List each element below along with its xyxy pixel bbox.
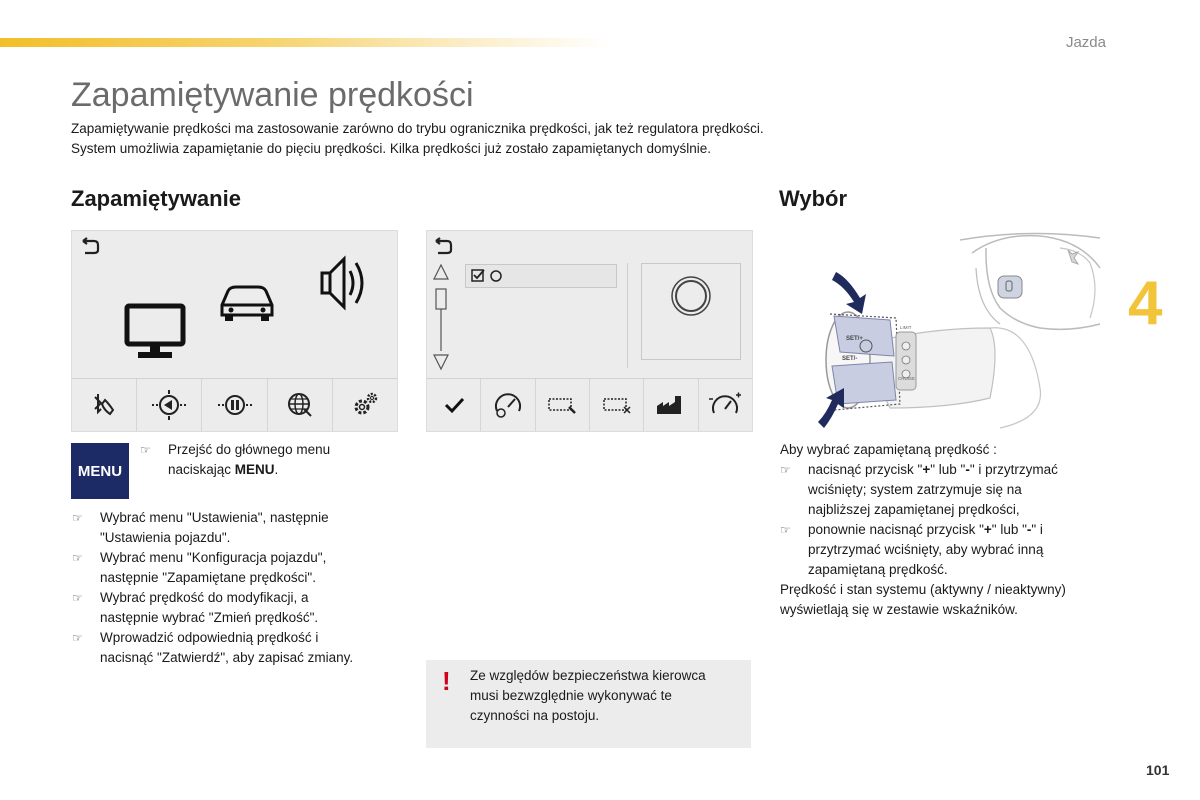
connected-services-icon[interactable] xyxy=(268,379,333,431)
steering-stalk-illustration xyxy=(800,228,1108,433)
cruise-label: CRUISE xyxy=(898,376,916,381)
intro-text xyxy=(71,119,891,159)
speaker-icon xyxy=(318,251,374,315)
selection-footer-2: wyświetlają się w zestawie wskaźników. xyxy=(780,602,1018,617)
settings-icon[interactable] xyxy=(333,379,397,431)
delete-speed-icon[interactable] xyxy=(590,379,644,431)
menu-instruction xyxy=(140,440,380,480)
speed-value-box xyxy=(641,263,741,360)
selection-footer-1: Prędkość i stan systemu (aktywny / nieaktywny) xyxy=(780,582,1066,597)
selection-intro: Aby wybrać zapamiętaną prędkość : xyxy=(780,442,997,457)
factory-reset-icon[interactable] xyxy=(644,379,698,431)
intro-line-2: System umożliwia zapamiętanie do pięciu prędkości. Kilka prędkości już zostało zapamiętanych domyślnie. xyxy=(71,141,712,156)
monitor-icon xyxy=(124,303,186,361)
speedometer-icon[interactable] xyxy=(481,379,535,431)
menu-instruction-bold: MENU xyxy=(234,462,275,477)
set-plus-label: SET/+ xyxy=(846,336,863,342)
scrollbar[interactable] xyxy=(431,263,451,373)
step-item: ☞ Wybrać menu "Ustawienia", następnie "Ustawienia pojazdu". xyxy=(72,508,402,548)
intro-line-1: Zapamiętywanie prędkości ma zastosowanie zarówno do trybu ogranicznika prędkości, jak też regulatora prędkości. xyxy=(71,121,764,136)
step-item: ☞ Wprowadzić odpowiednią prędkość i nacisnąć "Zatwierdź", aby zapisać zmiany. xyxy=(72,628,402,668)
selection-step: ☞ nacisnąć przycisk "+" lub "-" i przytrzymać wciśnięty; system zatrzymuje się na najbliższej zapamiętanej prędkości, xyxy=(780,460,1110,520)
screen-main-menu xyxy=(71,230,398,432)
warning-text: Ze względów bezpieczeństwa kierowca musi bezwzględnie wykonywać te czynności na postoju. xyxy=(470,668,706,723)
checkbox-icon xyxy=(469,266,509,286)
car-icon xyxy=(216,279,278,323)
selection-step: ☞ ponownie nacisnąć przycisk "+" lub "-" i przytrzymać wciśnięty, aby wybrać inną zapamiętaną prędkość. xyxy=(780,520,1110,580)
divider xyxy=(627,263,628,368)
navigation-icon[interactable] xyxy=(137,379,202,431)
back-icon xyxy=(80,237,100,257)
menu-button[interactable]: MENU xyxy=(71,443,129,499)
menu-instruction-line-1: Przejść do głównego menu xyxy=(168,442,331,457)
knob-icon xyxy=(669,274,713,318)
heading-wybor: Wybór xyxy=(779,186,848,211)
safety-warning xyxy=(426,660,751,748)
step-item: ☞ Wybrać menu "Konfiguracja pojazdu", następnie "Zapamiętane prędkości". xyxy=(72,548,402,588)
step-item: ☞ Wybrać prędkość do modyfikacji, a następnie wybrać "Zmień prędkość". xyxy=(72,588,402,628)
speed-list-item[interactable] xyxy=(465,264,617,288)
set-minus-label: SET/- xyxy=(842,356,858,362)
menu-instruction-end: . xyxy=(274,462,279,477)
menu-instruction-line-2: naciskając xyxy=(168,462,235,477)
selection-text xyxy=(780,440,1110,620)
header-accent-bar xyxy=(0,38,610,47)
warning-icon: ! xyxy=(442,666,451,696)
edit-speed-icon[interactable] xyxy=(536,379,590,431)
chapter-number: 4 xyxy=(1128,269,1163,338)
menu-instruction-item xyxy=(140,440,380,480)
radio-media-icon[interactable] xyxy=(202,379,267,431)
screen1-icon-bar xyxy=(72,378,397,431)
speed-add-icon[interactable] xyxy=(699,379,752,431)
screen2-icon-bar xyxy=(427,378,752,431)
steps-list xyxy=(72,508,402,668)
section-title: Jazda xyxy=(1065,34,1106,51)
back-icon xyxy=(433,237,453,257)
screen-speed-list xyxy=(426,230,753,432)
page-title: Zapamiętywanie prędkości xyxy=(71,76,474,114)
limit-label: LIMIT xyxy=(900,325,912,330)
heading-zapamietywanie: Zapamiętywanie xyxy=(71,186,241,211)
page-number: 101 xyxy=(1146,762,1170,778)
phone-bluetooth-icon[interactable] xyxy=(72,379,137,431)
confirm-check-icon[interactable] xyxy=(427,379,481,431)
